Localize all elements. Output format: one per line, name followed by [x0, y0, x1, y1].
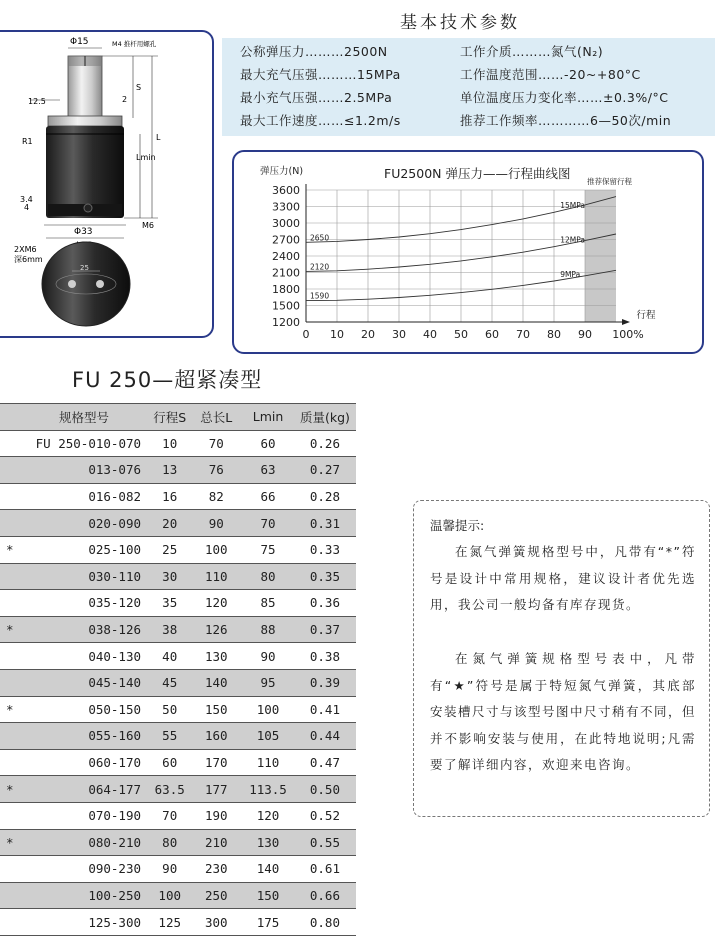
dim-s: S [136, 83, 142, 92]
row-lmin: 63 [242, 457, 294, 484]
param-left-3: 最小充气压强……2.5MPa [240, 90, 393, 105]
row-mass: 0.41 [294, 696, 356, 723]
table-row [0, 802, 356, 829]
header-lmin: Lmin [242, 404, 294, 431]
dim-25: 25 [80, 264, 89, 272]
header-model: 规格型号 [27, 404, 149, 431]
pressure-stroke-chart [234, 152, 702, 352]
row-stroke: 125 [149, 909, 190, 936]
x-tick-label: 40 [423, 328, 437, 341]
dim-m6: M6 [142, 221, 154, 230]
row-mark: * [0, 536, 27, 563]
header-length: 总长L [190, 404, 242, 431]
row-lmin: 60 [242, 430, 294, 457]
row-stroke: 55 [149, 723, 190, 750]
row-mark [0, 909, 27, 936]
row-model: 038-126 [27, 616, 149, 643]
row-model: 035-120 [27, 590, 149, 617]
params-title: 基本技术参数 [400, 13, 520, 33]
row-mass: 0.47 [294, 749, 356, 776]
y-tick-label: 1800 [272, 283, 300, 296]
x-axis-label: 行程 [636, 310, 656, 321]
row-stroke: 40 [149, 643, 190, 670]
row-mass: 0.27 [294, 457, 356, 484]
x-tick-label: 60 [485, 328, 499, 341]
dim-12-5: 12.5 [28, 97, 46, 106]
table-row [0, 776, 356, 803]
row-length: 90 [190, 510, 242, 537]
header-stroke: 行程S [149, 404, 190, 431]
row-stroke: 100 [149, 882, 190, 909]
header-mass: 质量(kg) [294, 404, 356, 431]
row-mass: 0.31 [294, 510, 356, 537]
row-mark [0, 483, 27, 510]
y-tick-label: 2400 [272, 250, 300, 263]
row-mark [0, 510, 27, 537]
series-name-label: 9MPa [560, 269, 581, 279]
row-mass: 0.80 [294, 909, 356, 936]
row-mass: 0.50 [294, 776, 356, 803]
x-tick-label: 50 [454, 328, 468, 341]
row-lmin: 80 [242, 563, 294, 590]
dim-r1: R1 [22, 137, 33, 146]
row-lmin: 88 [242, 616, 294, 643]
table-row [0, 909, 356, 936]
table-row [0, 430, 356, 457]
table-row [0, 563, 356, 590]
y-tick-label: 1500 [272, 299, 300, 313]
row-mark [0, 590, 27, 617]
technical-drawing [0, 30, 210, 334]
table-row [0, 696, 356, 723]
row-mark [0, 457, 27, 484]
row-length: 230 [190, 856, 242, 883]
x-tick-label: 0 [302, 328, 310, 341]
row-mass: 0.38 [294, 643, 356, 670]
row-length: 110 [190, 563, 242, 590]
row-mark [0, 643, 27, 670]
table-row [0, 590, 356, 617]
row-lmin: 110 [242, 749, 294, 776]
notice-title: 温馨提示: [430, 518, 485, 533]
params-panel [222, 38, 715, 136]
row-length: 70 [190, 430, 242, 457]
row-stroke: 25 [149, 536, 190, 563]
dim-l: L [156, 133, 161, 142]
row-lmin: 90 [242, 643, 294, 670]
table-row [0, 643, 356, 670]
row-mass: 0.37 [294, 616, 356, 643]
series-start-label: 2650 [310, 233, 330, 243]
table-row [0, 616, 356, 643]
row-mark [0, 563, 27, 590]
x-tick-label: 100% [612, 328, 644, 341]
row-mass: 0.66 [294, 882, 356, 909]
x-axis-arrow [622, 319, 630, 325]
row-stroke: 38 [149, 616, 190, 643]
table-row [0, 536, 356, 563]
y-tick-label: 1200 [272, 316, 300, 329]
series-name-label: 15MPa [560, 200, 585, 210]
row-length: 120 [190, 590, 242, 617]
row-length: 210 [190, 829, 242, 856]
table-header-row [0, 404, 356, 431]
table-row [0, 669, 356, 696]
row-length: 190 [190, 802, 242, 829]
row-stroke: 13 [149, 457, 190, 484]
row-lmin: 130 [242, 829, 294, 856]
row-lmin: 120 [242, 802, 294, 829]
row-mark [0, 802, 27, 829]
row-stroke: 63.5 [149, 776, 190, 803]
row-stroke: 20 [149, 510, 190, 537]
row-stroke: 60 [149, 749, 190, 776]
param-right-4: 推荐工作频率…………6—50次/min [460, 113, 672, 128]
row-model: 060-170 [27, 749, 149, 776]
param-left-1: 公称弹压力………2500N [240, 44, 388, 59]
row-mark: * [0, 776, 27, 803]
row-mass: 0.36 [294, 590, 356, 617]
row-lmin: 105 [242, 723, 294, 750]
row-mark: * [0, 616, 27, 643]
table-row [0, 829, 356, 856]
param-right-3: 单位温度压力变化率……±0.3%/°C [460, 90, 669, 105]
table-row [0, 723, 356, 750]
row-mass: 0.55 [294, 829, 356, 856]
spec-table [0, 403, 356, 936]
row-model: 050-150 [27, 696, 149, 723]
dim-2: 2 [122, 95, 128, 104]
row-length: 160 [190, 723, 242, 750]
row-length: 82 [190, 483, 242, 510]
param-left-4: 最大工作速度……≤1.2m/s [240, 113, 401, 128]
dim-m4-note: M4 推杆用螺孔 [112, 40, 157, 48]
row-mark [0, 856, 27, 883]
row-model: FU 250-010-070 [27, 430, 149, 457]
reserve-band-label: 推荐保留行程 [587, 177, 632, 186]
row-mark [0, 723, 27, 750]
y-tick-label: 3000 [272, 217, 300, 230]
y-tick-label: 3300 [272, 200, 300, 214]
row-length: 250 [190, 882, 242, 909]
row-mark [0, 669, 27, 696]
param-left-2: 最大充气压强………15MPa [240, 67, 401, 82]
dim-phi33: Φ33 [74, 227, 93, 237]
y-axis-label: 弹压力(N) [260, 166, 304, 177]
row-mass: 0.35 [294, 563, 356, 590]
table-row [0, 749, 356, 776]
y-tick-label: 3600 [272, 184, 300, 197]
model-title: FU 250—超紧凑型 [72, 368, 263, 392]
row-mark: * [0, 829, 27, 856]
row-lmin: 95 [242, 669, 294, 696]
row-mark: * [0, 696, 27, 723]
row-mark [0, 749, 27, 776]
row-model: 040-130 [27, 643, 149, 670]
x-tick-label: 70 [516, 328, 530, 341]
param-right-1: 工作介质………氮气(N₂) [460, 44, 604, 59]
table-row [0, 483, 356, 510]
table-row [0, 510, 356, 537]
row-length: 177 [190, 776, 242, 803]
dim-3-4: 3.4 [20, 195, 33, 204]
row-model: 090-230 [27, 856, 149, 883]
row-model: 025-100 [27, 536, 149, 563]
row-mass: 0.39 [294, 669, 356, 696]
notice-paragraph-1: 在氮气弹簧规格型号中，凡带有“*”符号是设计中常用规格，建议设计者优先选用，我公司一般均备有库存现货。 [430, 544, 696, 612]
row-lmin: 150 [242, 882, 294, 909]
y-tick-label: 2100 [272, 266, 300, 280]
y-tick-label: 2700 [272, 233, 300, 247]
row-model: 016-082 [27, 483, 149, 510]
row-stroke: 50 [149, 696, 190, 723]
row-length: 76 [190, 457, 242, 484]
row-mass: 0.26 [294, 430, 356, 457]
row-length: 300 [190, 909, 242, 936]
row-mass: 0.28 [294, 483, 356, 510]
row-stroke: 70 [149, 802, 190, 829]
row-mass: 0.44 [294, 723, 356, 750]
table-row [0, 856, 356, 883]
hole-note-1: 2XM6 [14, 245, 37, 254]
dim-4: 4 [24, 203, 30, 212]
row-mark [0, 882, 27, 909]
row-model: 020-090 [27, 510, 149, 537]
row-model: 100-250 [27, 882, 149, 909]
row-lmin: 140 [242, 856, 294, 883]
x-tick-label: 10 [330, 328, 344, 341]
row-model: 080-210 [27, 829, 149, 856]
row-stroke: 30 [149, 563, 190, 590]
row-stroke: 80 [149, 829, 190, 856]
row-length: 100 [190, 536, 242, 563]
row-stroke: 35 [149, 590, 190, 617]
chart-title: FU2500N 弹压力——行程曲线图 [384, 166, 571, 181]
x-tick-label: 20 [361, 328, 375, 341]
row-model: 070-190 [27, 802, 149, 829]
row-stroke: 16 [149, 483, 190, 510]
x-tick-label: 90 [578, 328, 592, 341]
row-length: 140 [190, 669, 242, 696]
row-lmin: 70 [242, 510, 294, 537]
hole-note-2: 深6mm [14, 255, 43, 264]
series-start-label: 1590 [310, 291, 330, 301]
row-stroke: 10 [149, 430, 190, 457]
row-mark [0, 430, 27, 457]
row-mass: 0.61 [294, 856, 356, 883]
param-right-2: 工作温度范围……-20~+80°C [460, 67, 641, 82]
row-stroke: 45 [149, 669, 190, 696]
dim-phi15: Φ15 [70, 37, 89, 47]
row-length: 130 [190, 643, 242, 670]
row-lmin: 175 [242, 909, 294, 936]
row-lmin: 113.5 [242, 776, 294, 803]
row-model: 013-076 [27, 457, 149, 484]
row-stroke: 90 [149, 856, 190, 883]
chart-frame [232, 150, 704, 354]
row-lmin: 66 [242, 483, 294, 510]
row-mass: 0.33 [294, 536, 356, 563]
notice-paragraph-2: 在氮气弹簧规格型号表中，凡带有“★”符号是属于特短氮气弹簧，其底部安装槽尺寸与该型号图中尺寸稍有不同，但并不影响安装与使用，在此特地说明;凡需要了解详细内容，欢迎来电咨询。 [430, 651, 697, 772]
x-tick-label: 80 [547, 328, 561, 341]
row-length: 170 [190, 749, 242, 776]
row-model: 064-177 [27, 776, 149, 803]
row-lmin: 100 [242, 696, 294, 723]
row-mass: 0.52 [294, 802, 356, 829]
row-model: 045-140 [27, 669, 149, 696]
row-model: 055-160 [27, 723, 149, 750]
x-tick-label: 30 [392, 328, 406, 341]
row-length: 126 [190, 616, 242, 643]
series-start-label: 2120 [310, 262, 330, 272]
series-name-label: 12MPa [560, 235, 585, 245]
row-lmin: 85 [242, 590, 294, 617]
dim-lmin: Lmin [136, 153, 156, 162]
row-length: 150 [190, 696, 242, 723]
bottom-view [42, 242, 130, 326]
table-row [0, 882, 356, 909]
row-model: 030-110 [27, 563, 149, 590]
row-lmin: 75 [242, 536, 294, 563]
notice-box [413, 500, 710, 817]
cylinder-cap [48, 116, 122, 126]
header-mark [0, 404, 27, 431]
table-row [0, 457, 356, 484]
row-model: 125-300 [27, 909, 149, 936]
